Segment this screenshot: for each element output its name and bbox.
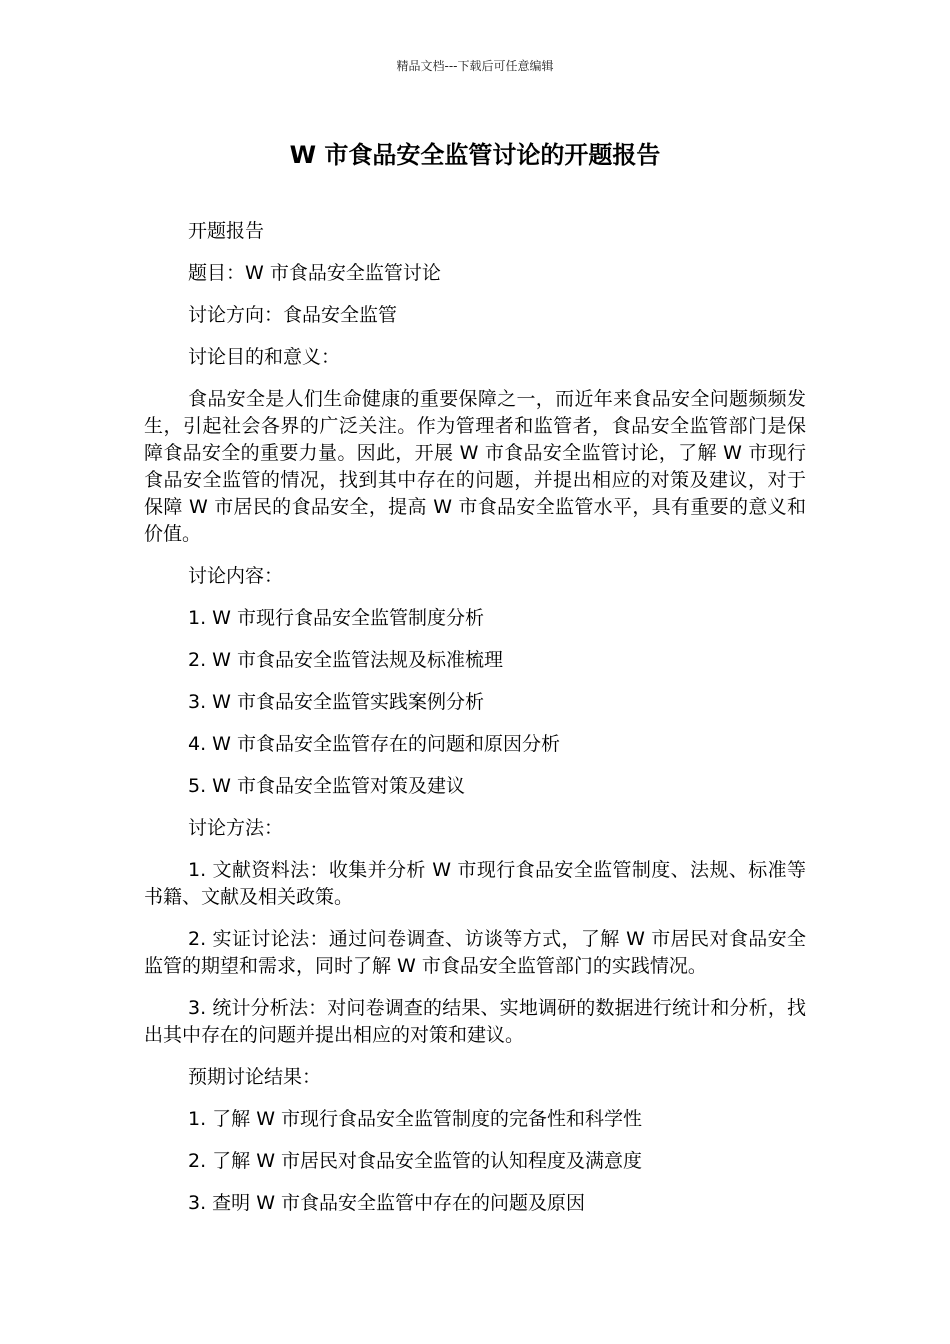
document-body — [144, 218, 806, 1232]
purpose-paragraph: 食品安全是人们生命健康的重要保障之一，而近年来食品安全问题频频发生，引起社会各界的广泛关注。作为管理者和监管者，食品安全监管部门是保障食品安全的重要力量。因此，开展 W 市食品安全监管讨论，了解 W 市现行食品安全监管的情况，找到其中存在的问题，并提出相应的对策及建议，对于保障 W 市居民的食品安全，提高 W 市食品安全监管水平，具有重要的意义和价值。 — [144, 388, 806, 545]
result-item-2: 2. 了解 W 市居民对食品安全监管的认知程度及满意度 — [188, 1150, 643, 1172]
section-heading-purpose: 讨论目的和意义： — [188, 346, 341, 368]
section-heading-results: 预期讨论结果： — [188, 1066, 322, 1088]
content-item-4: 4. W 市食品安全监管存在的问题和原因分析 — [188, 733, 560, 755]
content-item-1: 1. W 市现行食品安全监管制度分析 — [188, 607, 484, 629]
direction-line: 讨论方向：食品安全监管 — [188, 304, 398, 326]
section-heading-content: 讨论内容： — [188, 565, 284, 587]
method-item-1: 1. 文献资料法：收集并分析 W 市现行食品安全监管制度、法规、标准等书籍、文献及相关政策。 — [144, 859, 806, 908]
content-item-5: 5. W 市食品安全监管对策及建议 — [188, 775, 465, 797]
content-item-3: 3. W 市食品安全监管实践案例分析 — [188, 691, 484, 713]
result-item-3: 3. 查明 W 市食品安全监管中存在的问题及原因 — [188, 1192, 586, 1214]
section-heading-report: 开题报告 — [188, 220, 265, 242]
section-heading-methods: 讨论方法： — [188, 817, 284, 839]
result-item-1: 1. 了解 W 市现行食品安全监管制度的完备性和科学性 — [188, 1108, 643, 1130]
method-item-2: 2. 实证讨论法：通过问卷调查、访谈等方式，了解 W 市居民对食品安全监管的期望和需求，同时了解 W 市食品安全监管部门的实践情况。 — [144, 928, 806, 977]
content-item-2: 2. W 市食品安全监管法规及标准梳理 — [188, 649, 503, 671]
topic-line: 题目：W 市食品安全监管讨论 — [188, 262, 441, 284]
document-title: W 市食品安全监管讨论的开题报告 — [289, 141, 661, 169]
method-item-3: 3. 统计分析法：对问卷调查的结果、实地调研的数据进行统计和分析，找出其中存在的问题并提出相应的对策和建议。 — [144, 997, 806, 1046]
header-note: 精品文档---下载后可任意编辑 — [396, 59, 554, 73]
